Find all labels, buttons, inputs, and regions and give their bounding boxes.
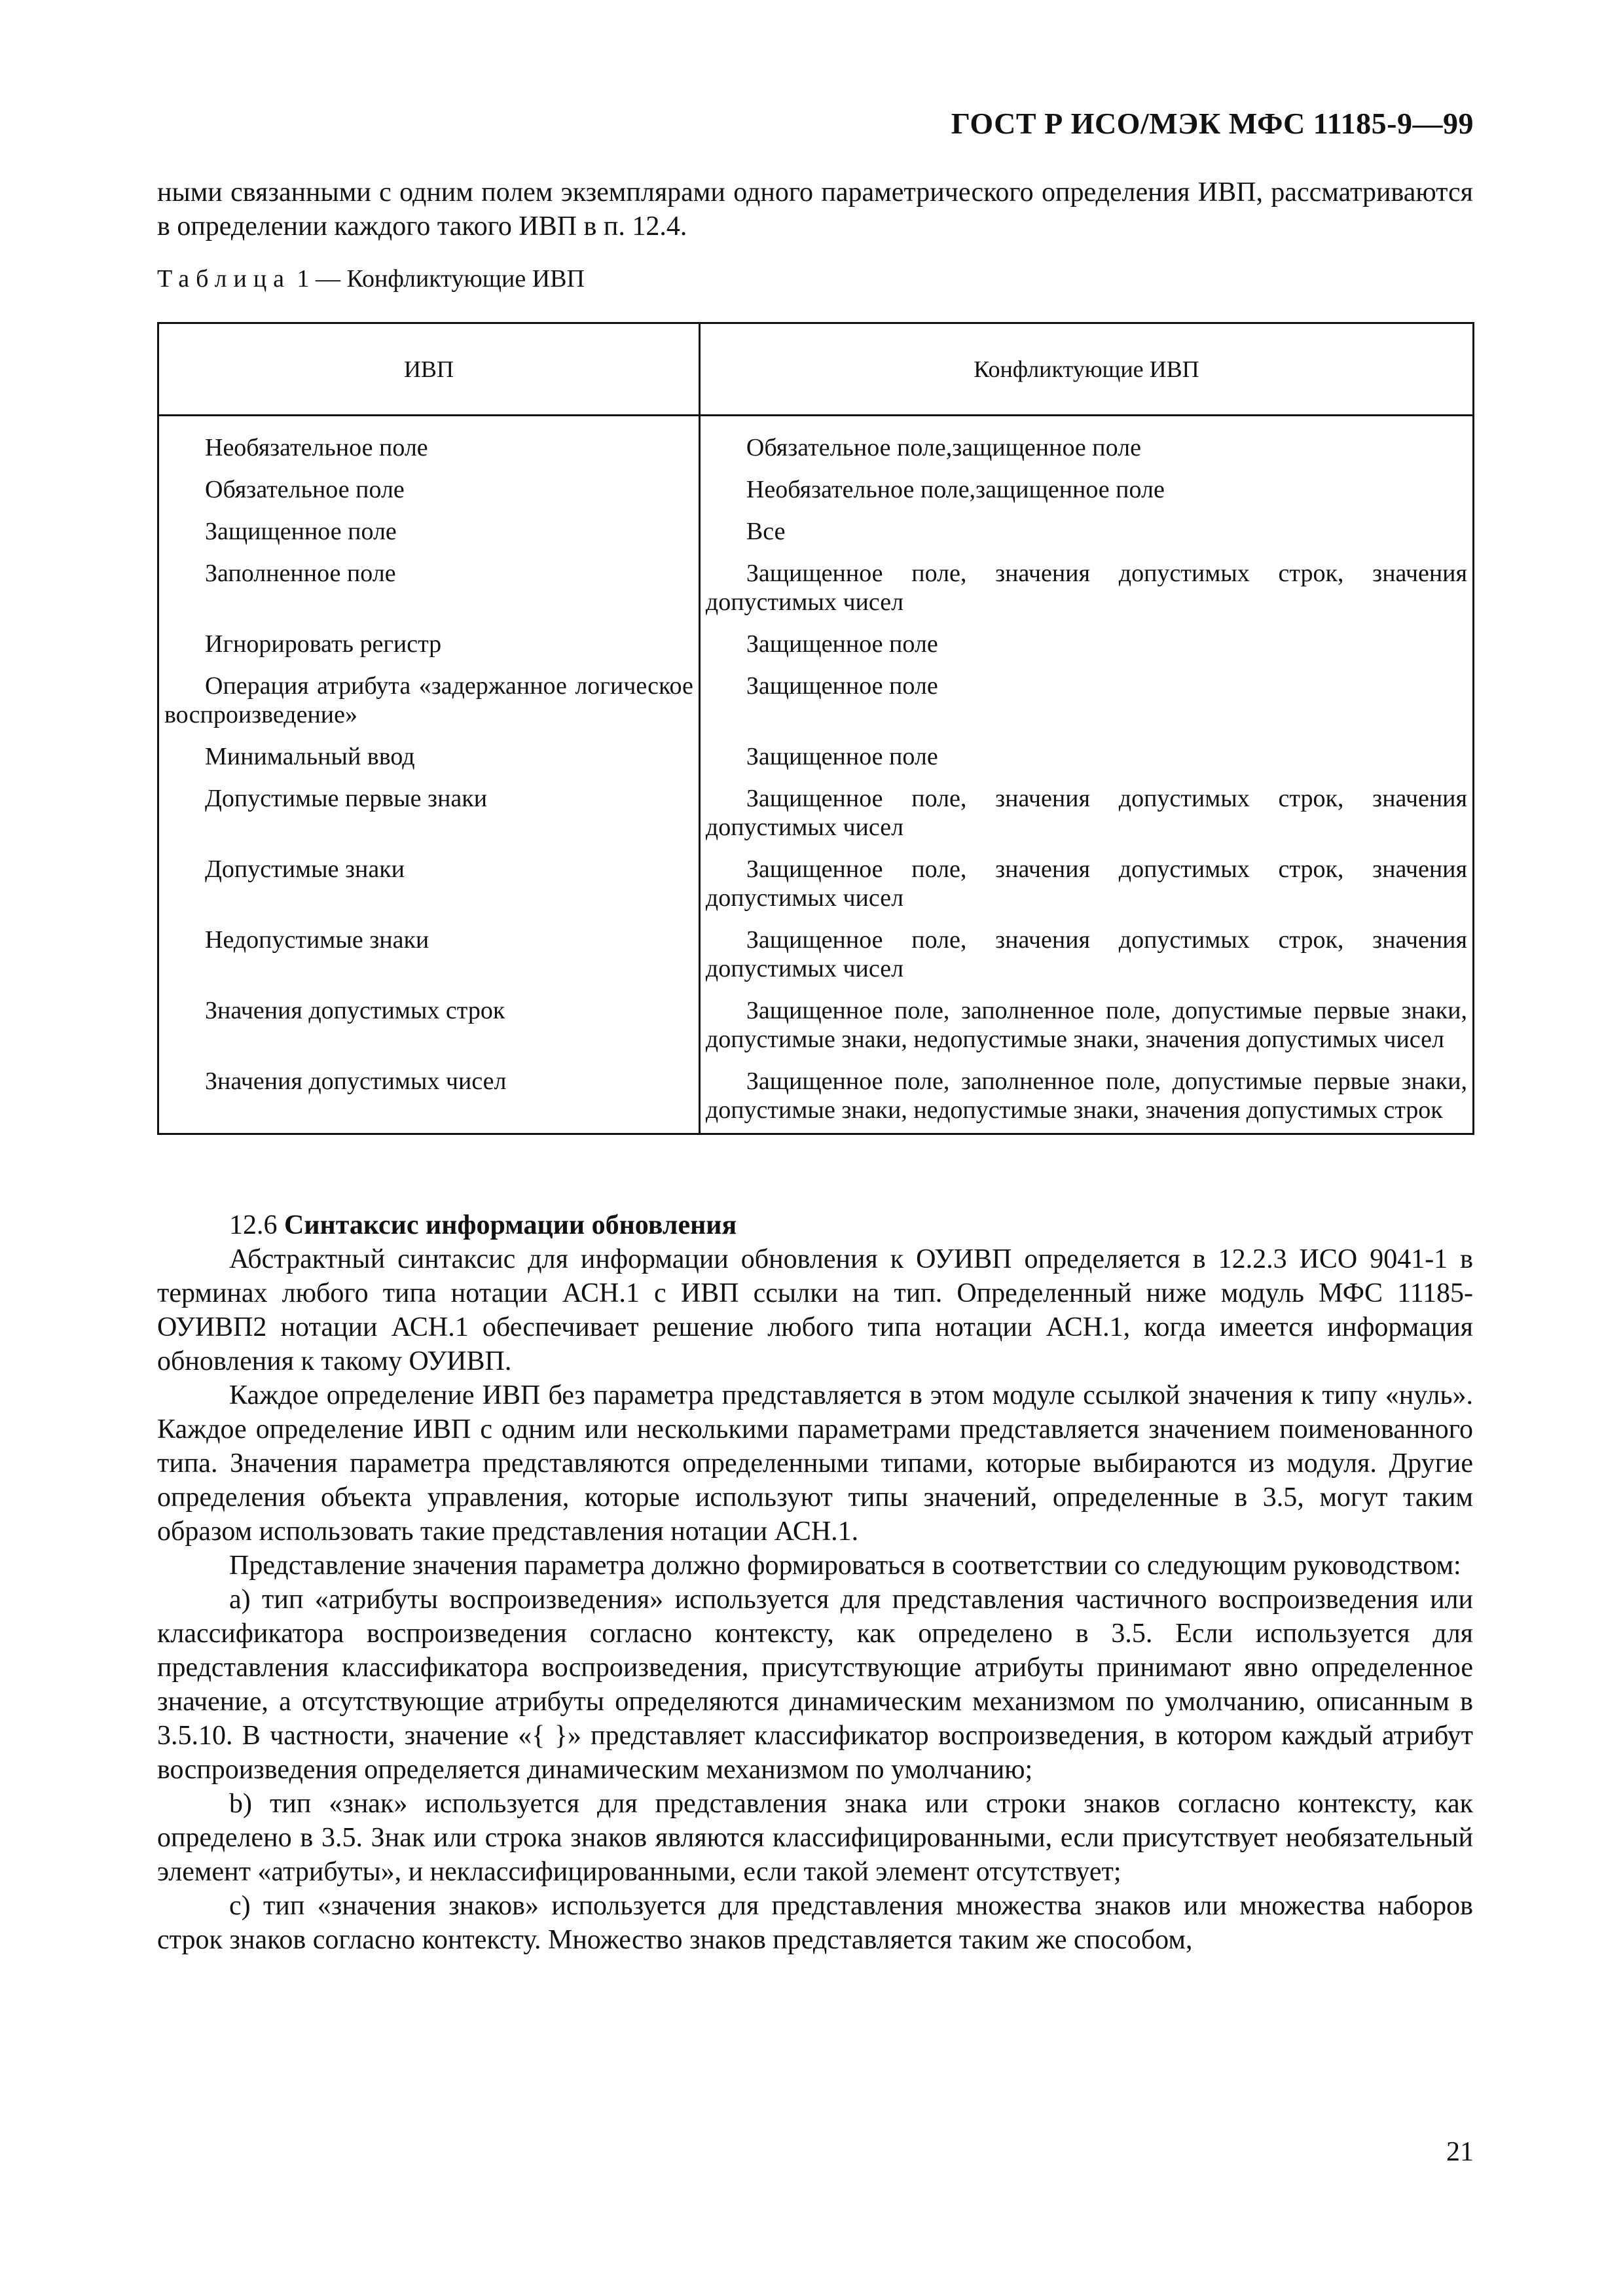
table-caption	[157, 264, 585, 293]
table-row	[158, 1062, 1474, 1134]
table-cell-ivp	[158, 471, 700, 512]
table-cell-conflicts	[699, 992, 1473, 1062]
table-cell-conflicts	[699, 1062, 1473, 1134]
section-number: 12.6	[229, 1210, 278, 1240]
cell-text: Обязательное поле	[205, 476, 405, 503]
section-title: Синтаксис информации обновления	[284, 1210, 737, 1240]
table-row	[158, 667, 1474, 738]
table-cell-conflicts	[699, 738, 1473, 780]
section-12-6	[157, 1208, 1473, 1957]
section-heading	[157, 1208, 1473, 1242]
column-header-ivp: ИВП	[158, 323, 700, 416]
table-row	[158, 625, 1474, 667]
table-header-row	[158, 323, 1474, 416]
table-row	[158, 471, 1474, 512]
table-row	[158, 554, 1474, 625]
table-row	[158, 992, 1474, 1062]
table-caption-text: 1 — Конфликтующие ИВП	[297, 265, 585, 293]
table-cell-ivp	[158, 992, 700, 1062]
table-cell-ivp	[158, 667, 700, 738]
cell-text: Необязательное поле,защищенное поле	[746, 476, 1165, 503]
table-cell-ivp	[158, 554, 700, 625]
cell-text: Защищенное поле	[746, 630, 938, 658]
table-cell-ivp	[158, 921, 700, 992]
table-row	[158, 416, 1474, 471]
table-cell-ivp	[158, 416, 700, 471]
list-item-a: а) тип «атрибуты воспроизведения» используется для представления частичного воспроизведения или классификатора воспроизведения согласно контексту, как определено в 3.5. Если используется для представления классификатора воспроизведения, присутствующие атрибуты принимают явно определенное значение, а отсутствующие атрибуты определяются динамическим механизмом по умолчанию, описанным в 3.5.10. В частности, значение «{ }» представляет классификатор воспроизведения, в котором каждый атрибут воспроизведения определяется динамическим механизмом по умолчанию;	[157, 1585, 1473, 1785]
cell-text: Защищенное поле	[205, 518, 397, 545]
cell-text: Защищенное поле, значения допустимых строк, значения допустимых чисел	[705, 926, 1467, 982]
table-row	[158, 512, 1474, 554]
cell-text: Защищенное поле, заполненное поле, допустимые первые знаки, допустимые знаки, недопустимые знаки, значения допустимых строк	[705, 1067, 1467, 1124]
body-paragraph: Представление значения параметра должно формироваться в соответствии со следующим руководством:	[229, 1551, 1461, 1581]
table-cell-ivp	[158, 738, 700, 780]
cell-text: Защищенное поле, значения допустимых строк, значения допустимых чисел	[705, 785, 1467, 841]
cell-text: Все	[746, 518, 786, 545]
cell-text: Необязательное поле	[205, 434, 428, 461]
cell-text: Защищенное поле, значения допустимых строк, значения допустимых чисел	[705, 560, 1467, 616]
table-cell-conflicts	[699, 921, 1473, 992]
table-cell-ivp	[158, 780, 700, 850]
cell-text: Операция атрибута «задержанное логическое воспроизведение»	[164, 672, 693, 728]
table-cell-conflicts	[699, 416, 1473, 471]
list-item-b: b) тип «знак» используется для представления знака или строки знаков согласно контексту, как определено в 3.5. Знак или строка знаков являются классифицированными, если присутствует необязательный элемент «атрибуты», и неклассифицированными, если такой элемент отсутствует;	[157, 1789, 1473, 1887]
table-cell-conflicts	[699, 512, 1473, 554]
cell-text: Значения допустимых чисел	[205, 1067, 507, 1095]
cell-text: Игнорировать регистр	[205, 630, 442, 658]
cell-text: Защищенное поле, значения допустимых строк, значения допустимых чисел	[705, 855, 1467, 912]
cell-text: Защищенное поле	[746, 743, 938, 770]
intro-block	[157, 175, 1473, 243]
table-row	[158, 850, 1474, 921]
conflicting-ivp-table	[157, 322, 1474, 1135]
list-item-c: с) тип «значения знаков» используется для представления множества знаков или множества наборов строк знаков согласно контексту. Множество знаков представляется таким же способом,	[157, 1891, 1473, 1955]
table-cell-conflicts	[699, 554, 1473, 625]
table-cell-conflicts	[699, 471, 1473, 512]
table-cell-conflicts	[699, 780, 1473, 850]
body-paragraph: Абстрактный синтаксис для информации обновления к ОУИВП определяется в 12.2.3 ИСО 9041-1 в терминах любого типа нотации АСН.1 с ИВП ссылки на тип. Определенный ниже модуль МФС 11185-ОУИВП2 нотации АСН.1 обеспечивает решение любого типа нотации АСН.1, когда имеется информация обновления к такому ОУИВП.	[157, 1244, 1473, 1376]
table-cell-ivp	[158, 850, 700, 921]
cell-text: Недопустимые знаки	[205, 926, 429, 954]
table-cell-ivp	[158, 512, 700, 554]
table-row	[158, 738, 1474, 780]
cell-text: Защищенное поле	[746, 672, 938, 700]
cell-text: Значения допустимых строк	[205, 997, 505, 1024]
body-paragraph: Каждое определение ИВП без параметра представляется в этом модуле ссылкой значения к типу «нуль». Каждое определение ИВП с одним или несколькими параметрами представляется значением поименованного типа. Значения параметра представляются определенными типами, которые выбираются из модуля. Другие определения объекта управления, которые используют типы значений, определенные в 3.5, могут таким образом использовать такие представления нотации АСН.1.	[157, 1380, 1473, 1547]
cell-text: Обязательное поле,защищенное поле	[746, 434, 1141, 461]
cell-text: Допустимые знаки	[205, 855, 405, 883]
table-caption-label: Таблица	[157, 265, 291, 293]
cell-text: Защищенное поле, заполненное поле, допустимые первые знаки, допустимые знаки, недопустимые знаки, значения допустимых чисел	[705, 997, 1467, 1053]
cell-text: Допустимые первые знаки	[205, 785, 488, 812]
document-header: ГОСТ Р ИСО/МЭК МФС 11185-9—99	[951, 107, 1474, 140]
table-row	[158, 780, 1474, 850]
table-cell-conflicts	[699, 625, 1473, 667]
table-row	[158, 921, 1474, 992]
column-header-conflicts: Конфликтующие ИВП	[699, 323, 1473, 416]
cell-text: Минимальный ввод	[205, 743, 415, 770]
intro-paragraph: ными связанными с одним полем экземплярами одного параметрического определения ИВП, рассматриваются в определении каждого такого ИВП в п. 12.4.	[157, 177, 1473, 242]
table-cell-ivp	[158, 1062, 700, 1134]
table-cell-ivp	[158, 625, 700, 667]
cell-text: Заполненное поле	[205, 560, 396, 587]
table-cell-conflicts	[699, 850, 1473, 921]
table-cell-conflicts	[699, 667, 1473, 738]
page-number: 21	[1446, 2137, 1474, 2167]
